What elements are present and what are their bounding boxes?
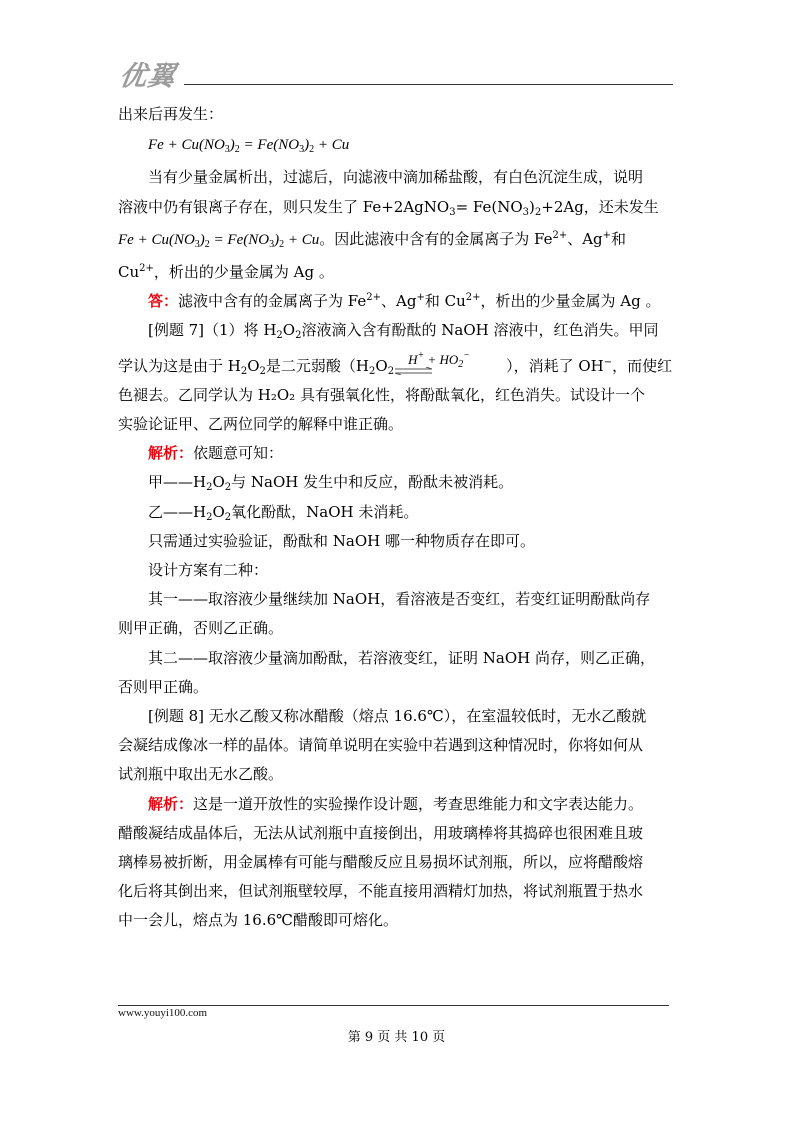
subscript: 2 [276, 330, 283, 342]
formula-part: = [209, 231, 228, 248]
text: O [212, 502, 225, 521]
superscript: + [602, 229, 612, 241]
text: Cu [118, 263, 140, 282]
plan-line [118, 644, 674, 673]
text: 是二元弱酸（H [265, 356, 370, 375]
formula-sub: 2 [279, 238, 285, 250]
subscript: 2 [387, 365, 395, 377]
text: ) [529, 197, 535, 216]
subscript: 2 [224, 482, 232, 494]
formula-part: + [284, 231, 302, 248]
subscript: 2 [369, 365, 376, 377]
text: 则甲正确，否则乙正确。 [118, 619, 284, 638]
analysis-8-line [118, 819, 674, 848]
plan-line [118, 614, 674, 643]
text: ，而使红 [612, 356, 673, 375]
text: 出来后再发生： [118, 105, 224, 123]
footer-rule [118, 1005, 669, 1006]
text: 璃棒易被折断，用金属棒有可能与醋酸反应且易损坏试剂瓶，所以，应将醋酸熔 [118, 853, 644, 872]
text: 否则甲正确。 [118, 677, 209, 696]
formula-part: + [163, 137, 182, 154]
text: 实验论证甲、乙两位同学的解释中谁正确。 [118, 415, 404, 434]
example-8-line [118, 731, 674, 760]
text: O [212, 473, 225, 492]
analysis-8-line [118, 790, 674, 819]
subscript: 3 [522, 206, 530, 218]
answer-label: 答： [148, 292, 179, 311]
subscript: 2 [206, 482, 213, 494]
ion-sup: + [417, 349, 425, 361]
formula-part: Cu(NO [181, 137, 225, 154]
formula-part: Fe [148, 137, 164, 154]
formula-part: Cu(NO [151, 231, 195, 248]
text: 醋酸凝结成晶体后，无法从试剂瓶中直接倒出，用玻璃棒将其捣碎也很困难且玻 [118, 823, 644, 842]
brand-logo: 优翼 [117, 61, 178, 92]
analysis-line [118, 498, 674, 527]
inline-equation [118, 232, 319, 248]
page-number: 第 9 页 共 10 页 [347, 1030, 446, 1045]
text: 这是一道开放性的实验操作设计题，考查思维能力和文字表达能力。 [193, 794, 644, 813]
subscript: 2 [206, 511, 213, 523]
text: ，析出的少量金属为 Ag 。 [153, 263, 334, 282]
page-content [118, 100, 674, 936]
text: 只需通过实验验证，酚酞和 NaOH 哪一种物质存在即可。 [148, 531, 535, 550]
text: 、Ag [381, 292, 417, 311]
plan-line [118, 585, 674, 614]
equilibrium-arrow [394, 349, 506, 375]
text: O [282, 321, 296, 340]
formula-sub: 3 [194, 238, 200, 250]
text: 色褪去。乙同学认为 H₂O₂ 具有强氧化性，将酚酞氧化，红色消失。试设计一个 [118, 385, 645, 404]
subscript: 2 [259, 365, 266, 377]
subscript: 2 [240, 365, 248, 377]
paragraph-line [118, 193, 674, 222]
formula-part: Cu [331, 137, 350, 154]
text: = Fe(NO [455, 197, 523, 216]
analysis-8-line [118, 848, 674, 877]
text: ），消耗了 OH [506, 356, 604, 375]
text: 乙——H [148, 502, 207, 521]
formula-part: ) [304, 137, 310, 154]
text: 当有少量金属析出，过滤后，向滤液中滴加稀盐酸，有白色沉淀生成，说明 [148, 168, 644, 187]
analysis-line [118, 439, 674, 468]
example-8-line [118, 760, 674, 789]
formula-sub: 3 [299, 144, 305, 156]
formula-part: Fe(NO [257, 137, 300, 154]
formula-part: Fe [118, 231, 134, 248]
example-7-line [118, 381, 674, 410]
text: 甲——H [148, 473, 207, 492]
text: 和 [611, 229, 627, 248]
text: 依题意可知： [193, 444, 284, 463]
formula-part: Fe(NO [227, 231, 270, 248]
page-header [117, 54, 673, 92]
text: 。因此滤液中含有的金属离子为 Fe [319, 229, 553, 248]
answer-line [118, 287, 674, 316]
ion-sup: − [463, 349, 471, 361]
formula-sub: 2 [309, 144, 315, 156]
text: O [375, 356, 388, 375]
subscript: 2 [295, 330, 302, 342]
analysis-8-line [118, 906, 674, 935]
text: 和 Cu [424, 292, 466, 311]
ion-part: H [408, 351, 418, 367]
formula-part: + [133, 231, 152, 248]
analysis-label: 解析： [148, 794, 194, 813]
intro-line [118, 100, 674, 129]
header-rule [184, 84, 673, 85]
formula-sub: 2 [204, 238, 210, 250]
subscript: 3 [449, 206, 456, 218]
text: 会凝结成像冰一样的晶体。请简单说明在实验中若遇到这种情况时，你将如何从 [118, 736, 644, 755]
text: 其二——取溶液少量滴加酚酞，若溶液变红，证明 NaOH 尚存，则乙正确， [148, 648, 655, 667]
superscript: + [416, 292, 425, 304]
text: 化后将其倒出来，但试剂瓶壁较厚，不能直接用酒精灯加热，将试剂瓶置于热水 [118, 882, 644, 901]
formula-part: + [314, 137, 332, 154]
formula-part: Cu [301, 231, 320, 248]
text: [例题 8] 无水乙酸又称冰醋酸（熔点 16.6℃），在室温较低时，无水乙酸就 [148, 707, 647, 726]
text: 与 NaOH 发生中和反应，酚酞未被消耗。 [231, 473, 514, 492]
superscript: − [603, 356, 613, 368]
example-7-line [118, 316, 674, 345]
example-8-line [118, 702, 674, 731]
formula-sub: 3 [224, 144, 230, 156]
formula-part: ) [199, 231, 205, 248]
plan-line [118, 673, 674, 702]
text: 氧化酚酞，NaOH 未消耗。 [231, 502, 419, 521]
paragraph-line [118, 225, 674, 255]
ion-sub: 2 [458, 358, 464, 370]
example-7-line [118, 349, 674, 381]
formula-part: = [239, 137, 258, 154]
text: 中一会儿，熔点为 16.6℃醋酸即可熔化。 [118, 911, 398, 930]
subscript: 2 [534, 206, 542, 218]
text: 滤液中含有的金属离子为 Fe [178, 292, 367, 311]
text: 、Ag [567, 229, 603, 248]
formula-part: ) [229, 137, 235, 154]
subscript: 2 [224, 511, 232, 523]
paragraph-line [118, 163, 674, 192]
text: [例题 7]（1）将 H [148, 321, 277, 340]
analysis-8-line [118, 877, 674, 906]
analysis-line [118, 527, 674, 556]
text: 其一——取溶液少量继续加 NaOH，看溶液是否变红，若变红证明酚酞尚存 [148, 590, 651, 609]
equation-1 [118, 131, 674, 160]
superscript: 2+ [366, 292, 381, 304]
text: 试剂瓶中取出无水乙酸。 [118, 765, 284, 784]
text: 学认为这是由于 H [118, 356, 241, 375]
text: 溶液滴入含有酚酞的 NaOH 溶液中，红色消失。甲同 [301, 321, 659, 340]
superscript: 2+ [552, 229, 568, 241]
analysis-line [118, 468, 674, 497]
analysis-label: 解析： [148, 444, 194, 463]
double-arrow-icon [394, 367, 434, 375]
text: ，析出的少量金属为 Ag 。 [480, 292, 661, 311]
footer-url: www.youyi100.com [118, 1007, 208, 1019]
superscript: 2+ [465, 292, 481, 304]
ion-part: + HO [424, 351, 459, 367]
text: 溶液中仍有银离子存在，则只发生了 Fe+2AgNO [118, 197, 450, 216]
analysis-line [118, 556, 674, 585]
paragraph-line [118, 258, 674, 287]
formula-sub: 3 [269, 238, 275, 250]
text: O [247, 356, 260, 375]
example-7-line [118, 410, 674, 439]
text: +2Ag，还未发生 [541, 197, 659, 216]
text: 设计方案有二种： [148, 561, 269, 580]
superscript: 2+ [139, 263, 154, 275]
formula-part: ) [274, 231, 280, 248]
formula-sub: 2 [234, 144, 240, 156]
